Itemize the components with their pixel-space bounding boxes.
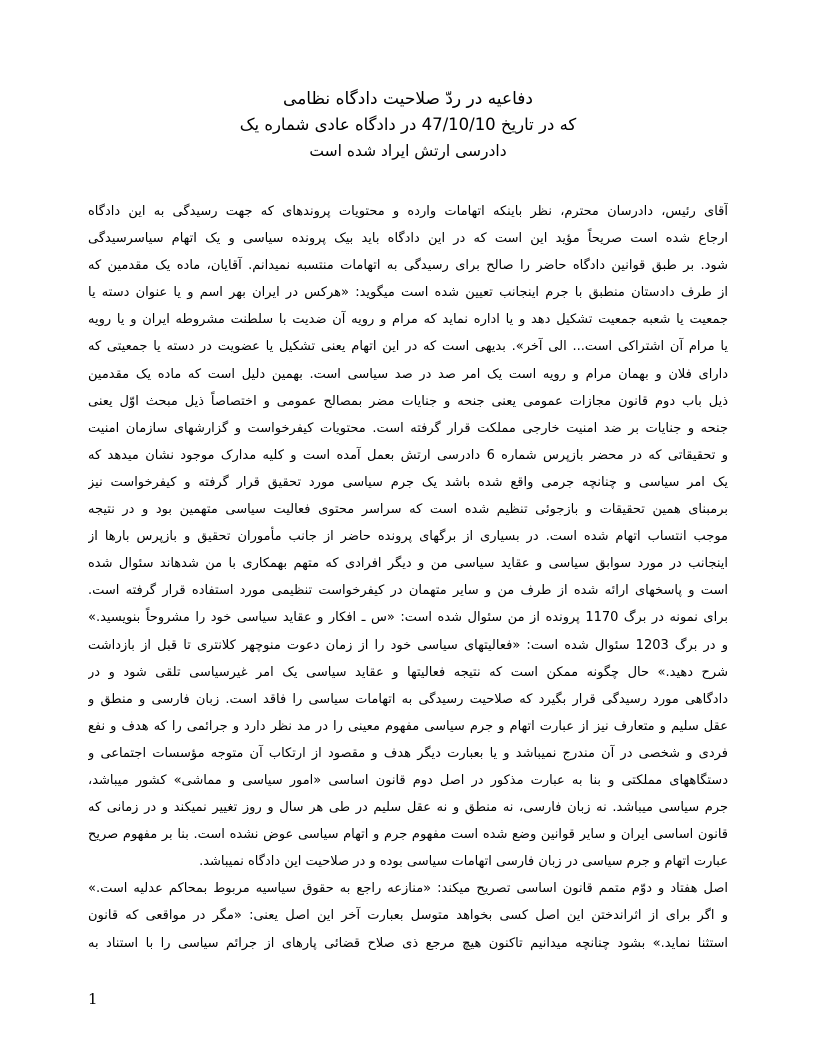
- text-line: دادگاهی مورد رسیدگی قرار بگیرد که صلاحیت رسیدگی به اتهامات سیاسی را فاقد است. زبان فارسی و منطق و: [88, 691, 728, 707]
- paragraph-1: [88, 198, 728, 875]
- text-line: قانون اساسی ایران و سایر قوانین وضع شده است مفهوم جرم و اتهام سیاسی عوض نشده است. بنا بر مفهوم صریح: [88, 827, 728, 843]
- text-line: دارای فلان و بهمان مرام و رویه است یک امر صد در صد سیاسی است. بهمین دلیل است که ماده یک مقدمین: [88, 366, 728, 382]
- text-line: دستگاههای مملکتی و بنا به عبارت مذکور در اصل دوم قانون اساسی «امور سیاسی و مماشی» کشور میباشد،: [88, 772, 728, 788]
- text-line: اینجانب در مورد سوابق سیاسی و عقاید سیاسی من و دیگر افرادی که متهم بهمکاری با من شدهاند سئوال شده: [88, 556, 728, 572]
- title-line-3: دادرسی ارتش ایراد شده است: [309, 142, 507, 160]
- text-line: و اگر برای از اثراندختن این اصل کسی بخواهد متوسل بعبارت آخر این اصل یعنی: «مگر در مواقعی که قانون: [88, 908, 728, 924]
- text-line: اصل هفتاد و دوّم متمم قانون اساسی تصریح میکند: «منازعه راجع به حقوق سیاسیه مربوط بمحاکم عدلیه است.»: [88, 881, 728, 897]
- text-line: جمعیت یا شعبه جمعیت تشکیل دهد و یا اداره نماید که مرام و رویه آن ضدیت با سلطنت مشروطه ایران و یا رویه: [88, 312, 728, 328]
- text-line: عبارت اتهام و جرم سیاسی در زبان فارسی اتهامات سیاسی بوده و در صلاحیت این دادگاه نمیباشد.: [199, 854, 728, 870]
- page-number: 1: [88, 990, 98, 1008]
- text-line: استثنا نماید.» بشود چنانچه میدانیم تاکنون هیچ مرجع ذی صلاح قضائی پارهای از جرائم سیاسی را با استناد به: [88, 935, 728, 951]
- text-line: شرح دهید.» حال چگونه ممکن است که نتیجه فعالیتها و عقاید سیاسی یک امر غیرسیاسی تلقی شود و در: [88, 664, 728, 680]
- title-line-2: که در تاریخ 47/10/10 در دادگاه عادی شماره یک: [239, 115, 577, 134]
- text-line: عقل سلیم و متعارف نیز از عبارت اتهام و جرم سیاسی مفهوم معینی را در مد نظر دارد و جرائمی را که هدف و نفع: [88, 718, 728, 734]
- document-title: [80, 86, 736, 164]
- text-line: جنحه و جنایات بر ضد امنیت خارجی مملکت قرار گرفته است. محتویات کیفرخواست و گزارشهای سازمان امنیت: [88, 420, 728, 436]
- text-line: فردی و شخصی در آن مندرج نمیباشد و یا بعبارت دیگر هدف و مقصود از ارتکاب آن متوجه مؤسسات اجتماعی و: [88, 745, 728, 761]
- text-line: برمبنای همین تحقیقات و بازجوئی تنظیم شده است که سراسر محتوی فعالیت سیاسی متهمین بود و در نتیجه: [88, 502, 728, 518]
- text-line: از طرف دادستان منطبق با جرم اینجانب تعیین شده است میگوید: «هرکس در ایران بهر اسم و یا عنوان دسته یا: [88, 285, 728, 301]
- text-line: و تحقیقاتی که در محضر بازپرس شماره 6 دادرسی ارتش بعمل آمده است و کلیه مدارک موجود نشان میدهد که: [88, 447, 728, 463]
- text-line: است و پاسخهای ارائه شده از طرف من و سایر متهمان در کیفرخواست تنظیمی مورد استفاده قرار گرفته است.: [88, 583, 728, 599]
- paragraph-2: [88, 875, 728, 956]
- document-body: [88, 198, 728, 978]
- text-line: ارجاع شده است صریحاً مؤید این است که در این دادگاه باید بیک پرونده سیاسی و یک اتهام سیاسرسیدگی: [88, 231, 728, 247]
- text-line: برای نمونه در برگ 1170 پرونده از من سئوال شده است: «س ـ افکار و عقاید سیاسی خود را مشروحاً بنویسید.»: [88, 610, 728, 626]
- text-line: آقای رئیس، دادرسان محترم، نظر باینکه اتهامات وارده و محتویات پروندهای که جهت رسیدگی به این دادگاه: [88, 204, 728, 219]
- text-line: یا مرام آن اشتراکی است... الی آخر». بدیهی است که در این اتهام یعنی تشکیل یا عضویت در دسته یا جمعیتی که: [88, 339, 728, 355]
- text-line: و در برگ 1203 سئوال شده است: «فعالیتهای سیاسی خود را از زمان دعوت منوچهر کلانتری تا قبل از بازداشت: [88, 637, 728, 653]
- title-line-1: دفاعیه در ردّ صلاحیت دادگاه نظامی: [283, 89, 533, 109]
- text-line: ذیل باب دوم قانون مجازات عمومی یعنی جنحه و جنایات مضر بمصالح عمومی و اختصاصاً ذیل مبحث اوّل یعنی: [88, 393, 728, 409]
- text-line: یک امر سیاسی و چنانچه جرمی واقع شده باشد یک جرم سیاسی مورد تحقیق قرار گرفته و کیفرخواست نیز: [88, 474, 728, 490]
- text-line: جرم سیاسی میباشد. نه زبان فارسی، نه منطق و نه عقل سلیم در طی هر سال و روز تغییر نمیکند و در زمانی که: [88, 800, 728, 816]
- text-line: شود. بر طبق قوانین دادگاه حاضر را صالح برای رسیدگی به اتهامات منتسبه نمیدانم. آقایان، ماده یک مقدمین که: [88, 258, 728, 274]
- text-line: موجب انتساب اتهام شده است. در بسیاری از برگهای پرونده حاضر از جانب مأموران تحقیق و بازپرس بارها از: [88, 529, 728, 545]
